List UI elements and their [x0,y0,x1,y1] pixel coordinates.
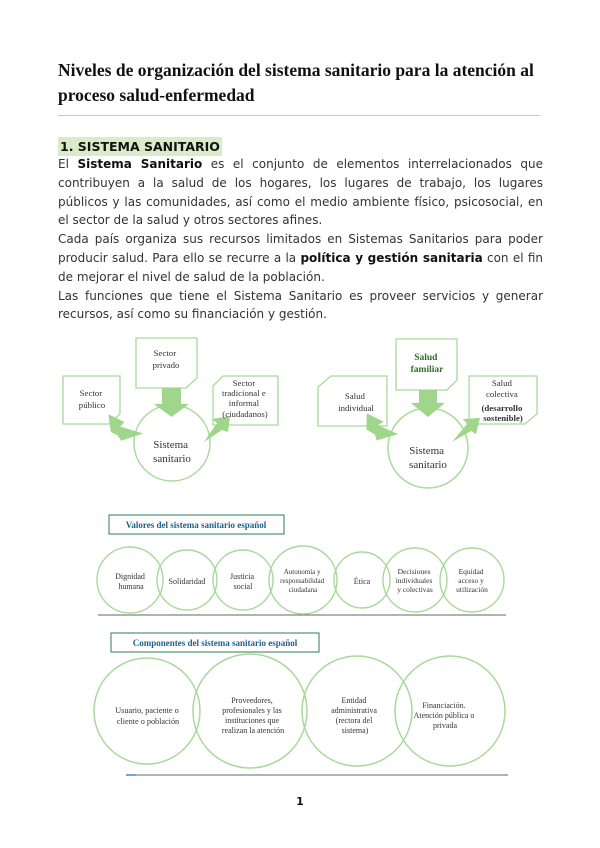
salud-top-label: Salud familiar [410,353,444,375]
componentes-heading: Componentes del sistema sanitario español [132,638,298,648]
valor-label-7: Equidad acceso y utilización [456,567,488,594]
paragraph-1: El Sistema Sanitario es el conjunto de elementos interrelacionados que contribuyen a la salud de los hogares, los lugares de trabajo, los lugares públicos y las comunidades, así como el medio ambiente físico, psicosocial, en el sector de la salud y otros sectores afines. [58,157,544,228]
valor-label-3: Justicia social [230,572,254,591]
paragraph-2: Cada país organiza sus recursos limitados en Sistemas Sanitarios para poder producir salud. Para ello se recurre a la política y gestión sanitaria con el fin de mejorar el nivel de salud de la población. [58,232,543,284]
sectores-center-label: Sistema sanitario [153,439,191,465]
componente-label-2: Proveedores, profesionales y las instituciones que realizan la atención [221,696,285,735]
salud-center-label: Sistema sanitario [409,445,447,471]
componente-label-3: Entidad administrativa (rectora del sistema) [331,696,377,735]
salud-left-label: Salud individual [338,391,374,413]
valor-label-6: Decisiones individuales y colectivas [395,567,433,594]
valores-heading: Valores del sistema sanitario español [125,520,267,530]
diagram-sectores [63,338,278,481]
componentes-section [94,633,508,775]
componente-label-1: Usuario, paciente o cliente o población [115,706,180,726]
valor-label-4: Autonomía y responsabilidad ciudadana [280,568,325,594]
diagram-salud [318,339,537,488]
valores-section [97,515,506,615]
paragraph-3: Las funciones que tiene el Sistema Sanitario es proveer servicios y generar recursos, así como su financiación y gestión. [58,288,543,322]
valor-label-5: Ética [353,577,371,586]
sectores-right-label: Sector tradicional e informal (ciudadanos) [222,378,268,419]
componente-label-4: Financiación. Atención pública o privada [413,701,475,730]
section-heading: 1. SISTEMA SANITARIO [60,139,220,154]
valor-label-2: Solidaridad [168,577,206,586]
document-title: Niveles de organización del sistema sanitario para la atención al proceso salud-enfermedad [58,60,534,105]
salud-right-label: Salud colectiva (desarrollo sostenible) [481,378,523,423]
sectores-left-label: Sector público [78,388,106,410]
sectores-top-label: Sector privado [152,348,180,370]
page-number: 1 [296,795,304,808]
valor-label-1: Dignidad humana [115,572,145,591]
